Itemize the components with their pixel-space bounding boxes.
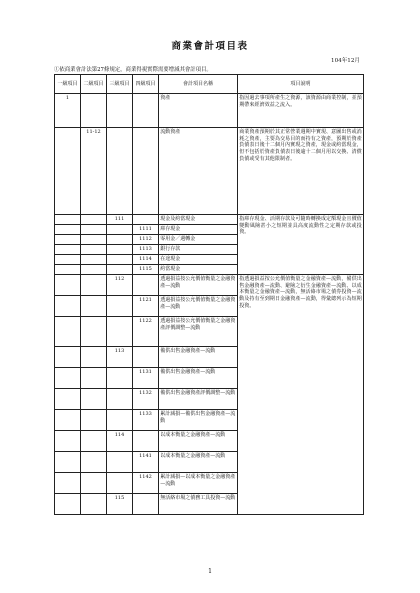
level3-code <box>107 452 133 473</box>
table-row <box>55 215 364 225</box>
level1-code <box>55 494 81 515</box>
table-row <box>55 275 364 296</box>
level3-code <box>107 265 133 275</box>
item-name: 無活絡市場之債務工具投資—流動 <box>159 494 238 515</box>
level3-code <box>107 389 133 410</box>
level2-code <box>81 225 107 235</box>
level4-code: 1133 <box>133 410 159 431</box>
page-title: 商業會計項目表 <box>171 41 249 52</box>
level4-code: 1142 <box>133 473 159 494</box>
level4-code: 1112 <box>133 235 159 245</box>
level1-code <box>55 296 81 317</box>
header-level3: 三級項目 <box>107 75 133 94</box>
level2-code <box>81 265 107 275</box>
item-name: 累計減損—備供出售金融資產—流動 <box>159 410 238 431</box>
item-name: 透過損益按公允價值衡量之金融資產評價調整—流動 <box>159 317 238 347</box>
header-item-name: 會計項目名稱 <box>159 75 238 94</box>
level3-code <box>107 368 133 389</box>
header-level4: 四級項目 <box>133 75 159 94</box>
level2-code <box>81 255 107 265</box>
level4-code: 1132 <box>133 389 159 410</box>
level1-code <box>55 473 81 494</box>
level4-code <box>133 128 159 215</box>
item-name: 以成本衡量之金融資產—流動 <box>159 452 238 473</box>
item-description: 指因過去事項所產生之資源，該資源由商業控制，並預期帶來經濟效益之流入。 <box>238 94 364 128</box>
level1-code <box>55 368 81 389</box>
header-level2: 二級項目 <box>81 75 107 94</box>
level2-code <box>81 296 107 317</box>
level1-code <box>55 410 81 431</box>
account-items-table <box>54 74 364 515</box>
level2-code <box>81 94 107 128</box>
level3-code <box>107 296 133 317</box>
item-name: 備供出售金融資產—流動 <box>159 347 238 368</box>
level1-code <box>55 265 81 275</box>
table-row <box>55 94 364 128</box>
item-name: 流動資產 <box>159 128 238 215</box>
level4-code: 1115 <box>133 265 159 275</box>
level4-code: 1141 <box>133 452 159 473</box>
level3-code <box>107 317 133 347</box>
level1-code <box>55 225 81 235</box>
item-description: 指透過損益按公允價值衡量之金融資產—流動，備供出售金融資產—流動、避險之衍生金融資產—流動、以成本衡量之金融資產—流動，無活絡市場之債券投資—流動及持有至到期日金融資產—流動，得彙總列示為短期投資。 <box>238 275 364 515</box>
table-row <box>55 128 364 215</box>
level2-code <box>81 347 107 368</box>
item-name: 現金及約當現金 <box>159 215 238 225</box>
level4-code <box>133 431 159 452</box>
level3-code <box>107 94 133 128</box>
item-name: 約當現金 <box>159 265 238 275</box>
item-description: 指庫存現金、活期存款及可隨時轉換成定額現金且價值變動風險甚小之短期並具高度流動性之定期存款或投資。 <box>238 215 364 275</box>
level1-code <box>55 389 81 410</box>
header-note: ①依商業會計法第27條規定，商業得視實際需要增減其會計項目。 <box>54 67 212 73</box>
level1-code <box>55 431 81 452</box>
level3-code: 111 <box>107 215 133 225</box>
table-header-row <box>55 75 364 94</box>
level1-code <box>55 245 81 255</box>
level3-code <box>107 473 133 494</box>
level4-code <box>133 215 159 225</box>
level3-code: 114 <box>107 431 133 452</box>
level4-code: 1113 <box>133 245 159 255</box>
level1-code <box>55 128 81 215</box>
page-number: 1 <box>208 568 212 575</box>
level3-code <box>107 410 133 431</box>
item-name: 透過損益按公允價值衡量之金融資產—流動 <box>159 296 238 317</box>
level2-code <box>81 473 107 494</box>
level2-code <box>81 410 107 431</box>
level1-code <box>55 235 81 245</box>
level3-code: 112 <box>107 275 133 296</box>
level2-code <box>81 368 107 389</box>
level1-code <box>55 317 81 347</box>
item-name: 資產 <box>159 94 238 128</box>
level3-code <box>107 245 133 255</box>
document-date: 104年12月 <box>331 58 360 64</box>
level2-code <box>81 317 107 347</box>
level1-code: 1 <box>55 94 81 128</box>
level3-code: 115 <box>107 494 133 515</box>
item-name: 備供出售金融資產—流動 <box>159 368 238 389</box>
level4-code: 1131 <box>133 368 159 389</box>
level2-code <box>81 245 107 255</box>
header-level1: 一級項目 <box>55 75 81 94</box>
level2-code: 11-12 <box>81 128 107 215</box>
level3-code <box>107 235 133 245</box>
level4-code <box>133 94 159 128</box>
header-item-description: 項目說明 <box>238 75 364 94</box>
level1-code <box>55 275 81 296</box>
level2-code <box>81 275 107 296</box>
item-name: 累計減損—以成本衡量之金融資產—流動 <box>159 473 238 494</box>
item-name: 透過損益按公允價值衡量之金融資產—流動 <box>159 275 238 296</box>
level3-code <box>107 225 133 235</box>
level4-code: 1121 <box>133 296 159 317</box>
level1-code <box>55 215 81 225</box>
item-name: 以成本衡量之金融資產—流動 <box>159 431 238 452</box>
item-name: 備供出售金融資產評價調整—流動 <box>159 389 238 410</box>
level2-code <box>81 215 107 225</box>
level4-code <box>133 275 159 296</box>
level2-code <box>81 431 107 452</box>
item-name: 銀行存款 <box>159 245 238 255</box>
level2-code <box>81 494 107 515</box>
item-description: 商業資產預期於其正常營業週期中實現、意圖出售或消耗之資產，主要為交易目的而持有之資產，預期於資產負債表日後十二個月內實現之資產，現金或約當現金，但不包括於資產負債表日後逾十二個月用以交換、清償負債或受有其他限制者。 <box>238 128 364 215</box>
level4-code: 1122 <box>133 317 159 347</box>
level1-code <box>55 347 81 368</box>
level1-code <box>55 255 81 265</box>
level3-code <box>107 255 133 265</box>
item-name: 在途現金 <box>159 255 238 265</box>
level3-code: 113 <box>107 347 133 368</box>
item-name: 零用金／週轉金 <box>159 235 238 245</box>
level4-code: 1111 <box>133 225 159 235</box>
level4-code: 1114 <box>133 255 159 265</box>
level4-code <box>133 347 159 368</box>
item-name: 庫存現金 <box>159 225 238 235</box>
level2-code <box>81 452 107 473</box>
level2-code <box>81 389 107 410</box>
level3-code <box>107 128 133 215</box>
level2-code <box>81 235 107 245</box>
level1-code <box>55 452 81 473</box>
level4-code <box>133 494 159 515</box>
